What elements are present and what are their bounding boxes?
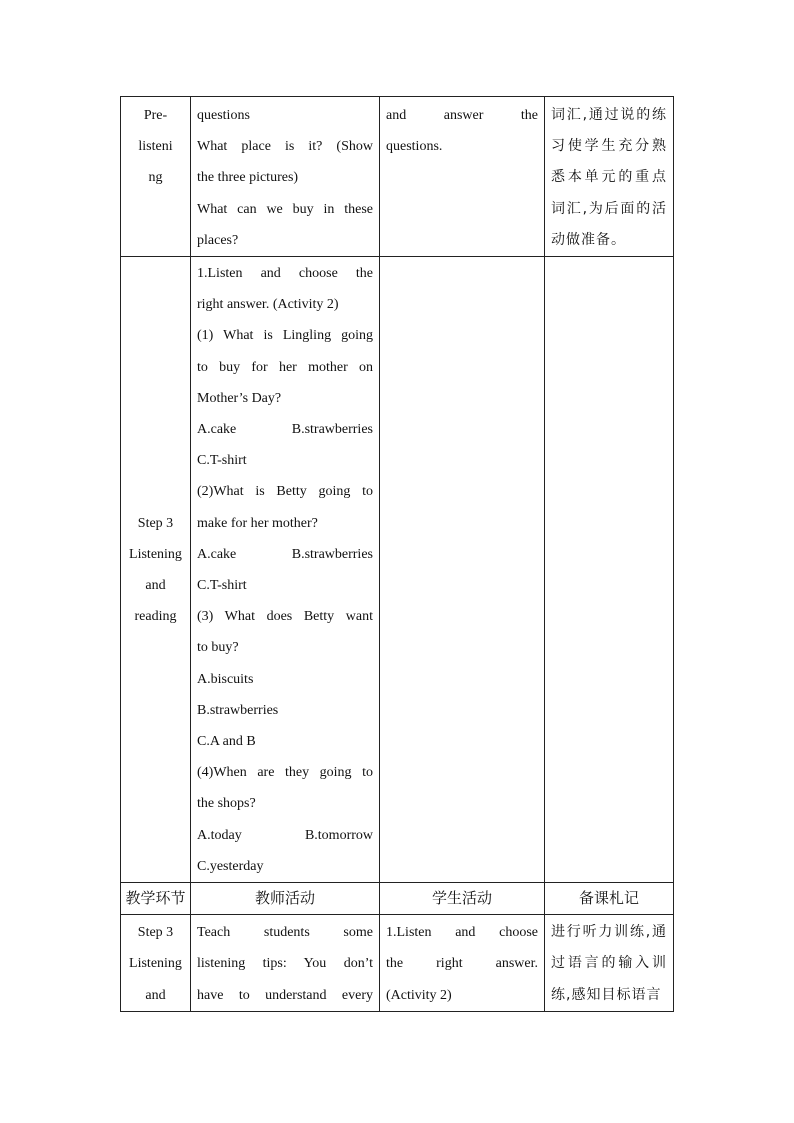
step-line: Pre-listeni [138,108,173,155]
row-step3-listening [121,257,674,883]
teacher-line: Mother’s Day? [197,390,282,406]
student-line: 1.Listen and choose [386,925,538,941]
teacher-line: (1) What is Lingling going [197,328,373,344]
step-cell [121,257,191,883]
teacher-line: Teach students some [197,925,373,941]
student-activity-cell [380,97,545,257]
teacher-line: What place is it? (Show [197,139,373,155]
teacher-line: the three pictures) [197,170,299,186]
lesson-plan-table [120,96,674,1012]
teacher-line: (3) What does Betty want [197,609,373,625]
teacher-line: C.yesterday [197,858,264,874]
teacher-line: B.strawberries [197,702,279,718]
student-line: (Activity 2) [386,987,452,1003]
student-activity-cell [380,915,545,1012]
teacher-activity-cell [191,915,380,1012]
teacher-line: A.cake B.strawberries [197,546,373,562]
teacher-line: listening tips: You don’t [197,956,373,972]
teacher-activity-cell [191,257,380,883]
teacher-line: make for her mother? [197,515,318,531]
student-activity-cell [380,257,545,883]
teacher-line: (4)When are they going to [197,765,373,781]
teacher-line: A.biscuits [197,671,254,687]
header-student-activity: 学生活动 [380,883,545,915]
teacher-activity-cell [191,97,380,257]
teacher-line: places? [197,232,239,248]
step-line: ng [148,170,163,186]
row-pre-listening [121,97,674,257]
teacher-line: C.T-shirt [197,578,247,594]
step-line: and [145,578,166,594]
step-line: Listening [129,546,182,562]
step-cell [121,915,191,1012]
step-line: Step 3 [137,515,174,531]
student-line: questions. [386,139,443,155]
teacher-line: C.A and B [197,734,256,750]
teacher-line: the shops? [197,796,256,812]
teacher-line: A.today B.tomorrow [197,827,373,843]
notes-cell: 词汇,通过说的练习使学生充分熟悉本单元的重点词汇,为后面的活动做准备。 [545,97,674,257]
step-line: reading [134,609,177,625]
step-line: and [145,987,166,1003]
notes-cell [545,257,674,883]
teacher-line: C.T-shirt [197,453,247,469]
header-step: 教学环节 [121,883,191,915]
step-cell [121,97,191,257]
teacher-line: have to understand every [197,987,373,1003]
teacher-line: to buy for her mother on [197,359,373,375]
notes-cell: 进行听力训练,通过语言的输入训练,感知目标语言 [545,915,674,1012]
teacher-line: A.cake B.strawberries [197,422,373,438]
header-teacher-activity: 教师活动 [191,883,380,915]
teacher-line: 1.Listen and choose the [197,266,373,282]
student-line: and answer the [386,108,538,123]
teacher-line: right answer. (Activity 2) [197,297,339,313]
student-line: the right answer. [386,956,538,972]
teacher-line: What can we buy in these [197,201,373,217]
step-line: Listening [129,956,182,972]
header-notes: 备课札记 [545,883,674,915]
teacher-line: to buy? [197,640,239,656]
row-step3-listening-b [121,915,674,1012]
teacher-line: questions [197,108,250,123]
teacher-line: (2)What is Betty going to [197,484,373,500]
header-row [121,883,674,915]
step-line: Step 3 [137,925,174,941]
